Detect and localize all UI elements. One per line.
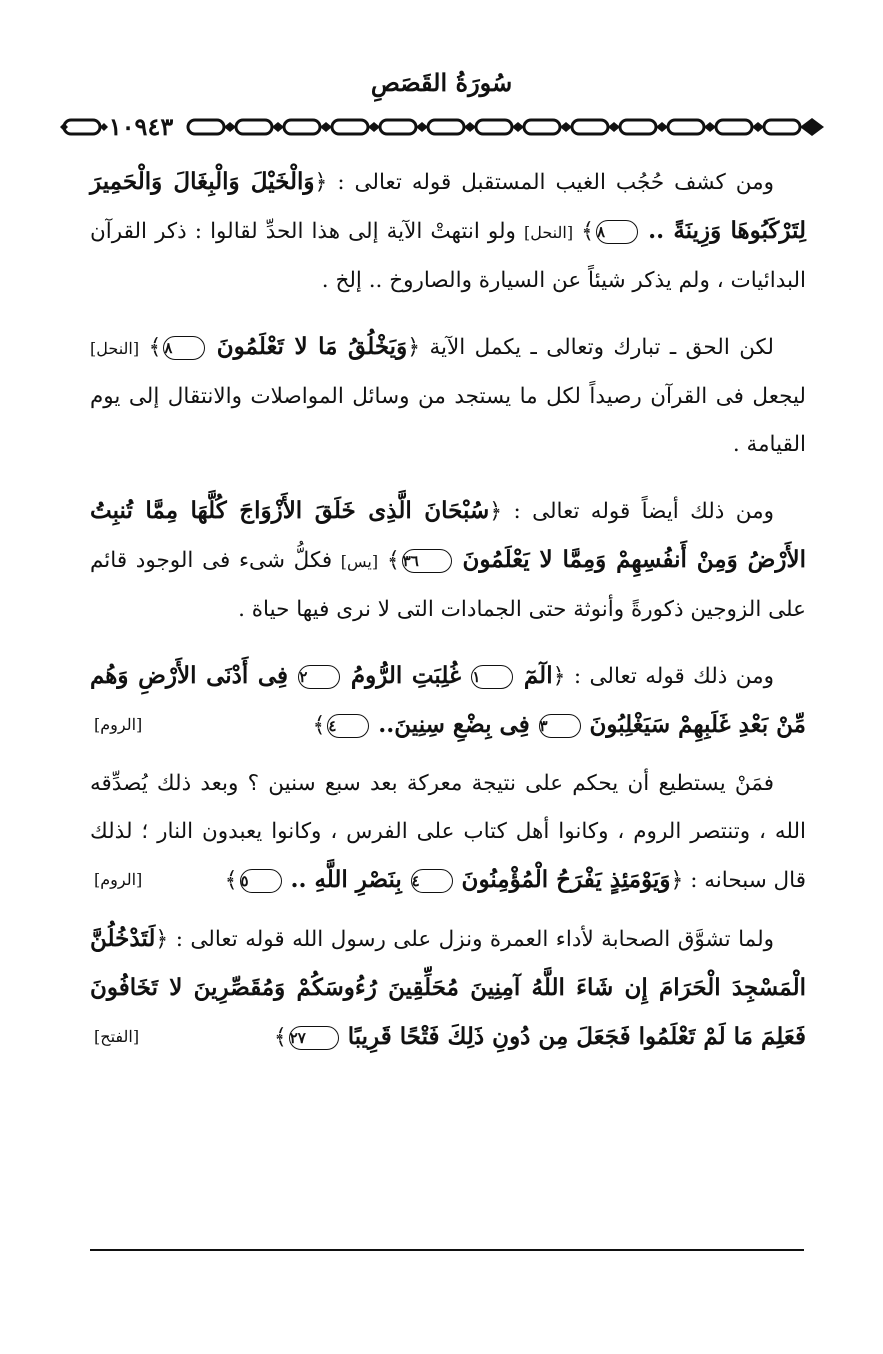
paragraph-5 <box>90 760 806 905</box>
verse-number: ٨ <box>163 336 205 360</box>
surah-reference: [الروم] <box>94 715 143 734</box>
paragraph-1 <box>90 158 806 305</box>
verse-number: ٣٦ <box>402 549 452 573</box>
body-text: ومن ذلك قوله تعالى : <box>565 664 774 689</box>
verse-number: ٨ <box>596 220 638 244</box>
close-bracket: ﴾ <box>312 713 326 738</box>
verse-number: ٥ <box>240 869 282 893</box>
page-body <box>90 158 806 1072</box>
open-bracket: ﴿ <box>670 868 684 893</box>
body-text: ليجعل فى القرآن رصيداً لكل ما يستجد من وسائل المواصلات والانتقال إلى يوم القيامة . <box>90 384 806 457</box>
surah-reference: [يس] <box>340 552 379 571</box>
open-bracket: ﴿ <box>314 170 328 195</box>
close-bracket: ﴾ <box>224 868 238 893</box>
bottom-divider <box>90 1249 804 1251</box>
page-number: ١٠٩٤٣ <box>108 112 174 141</box>
open-bracket: ﴿ <box>155 927 169 952</box>
open-bracket: ﴿ <box>489 499 503 524</box>
body-text: ومن كشف حُجُب الغيب المستقبل قوله تعالى : <box>327 170 774 195</box>
body-text: ومن ذلك أيضاً قوله تعالى : <box>502 499 774 524</box>
body-text: ولما تشوَّق الصحابة لأداء العمرة ونزل على رسول الله قوله تعالى : <box>168 927 774 952</box>
open-bracket: ﴿ <box>407 335 421 360</box>
paragraph-6 <box>90 915 806 1062</box>
paragraph-4 <box>90 652 806 750</box>
verse-number: ٢٧ <box>289 1026 339 1050</box>
verse-number: ٢ <box>298 665 340 689</box>
close-bracket: ﴾ <box>273 1025 287 1050</box>
surah-reference: [النحل] <box>90 339 140 358</box>
surah-reference: [الفتح] <box>94 1027 140 1046</box>
paragraph-3 <box>90 487 806 634</box>
quran-verse: فِى بِضْعِ سِنِينَ.. <box>378 711 530 738</box>
verse-number: ١ <box>471 665 513 689</box>
surah-reference: [الروم] <box>94 870 143 889</box>
close-bracket: ﴾ <box>386 548 400 573</box>
quran-verse: بِنَصْرِ اللَّهِ .. <box>290 866 402 893</box>
verse-number: ٤ <box>411 869 453 893</box>
quran-verse: وَيَخْلُقُ مَا لا تَعْلَمُونَ <box>216 333 408 360</box>
quran-verse: فِى أَدْنَى الأَرْضِ وَهُم مِّنْ بَعْدِ غَلَبِهِمْ سَيَغْلِبُونَ <box>90 662 806 738</box>
quran-verse: وَالْخَيْلَ وَالْبِغَالَ وَالْحَمِيرَ لِتَرْكَبُوهَا وَزِينَةً .. <box>90 168 806 244</box>
quran-verse: سُبْحَانَ الَّذِى خَلَقَ الأَزْوَاجَ كُلَّهَا مِمَّا تُنبِتُ الأَرْضُ وَمِنْ أَنفُسِهِمْ وَمِمَّا لا يَعْلَمُونَ <box>90 497 806 573</box>
verse-number: ٤ <box>327 714 369 738</box>
paragraph-2 <box>90 323 806 469</box>
verse-number: ٣ <box>539 714 581 738</box>
close-bracket: ﴾ <box>148 335 162 360</box>
close-bracket: ﴾ <box>581 219 594 244</box>
body-text: فكلُّ شىء فى الوجود قائم على الزوجين ذكورةً وأنوثة حتى الجمادات التى لا نرى فيها حياة . <box>90 548 806 622</box>
open-bracket: ﴿ <box>552 664 566 689</box>
surah-reference: [النحل] <box>523 223 574 242</box>
quran-verse: وَيَوْمَئِذٍ يَفْرَحُ الْمُؤْمِنُونَ <box>461 866 671 893</box>
surah-title: سُورَةُ القَصَصِ <box>370 68 513 97</box>
body-text: لكن الحق ـ تبارك وتعالى ـ يكمل الآية <box>420 335 774 360</box>
quran-verse: الٓمٓ <box>523 662 553 689</box>
quran-verse: غُلِبَتِ الرُّومُ <box>350 662 462 689</box>
body-text: فمَنْ يستطيع أن يحكم على نتيجة معركة بعد سبع سنين ؟ وبعد ذلك يُصدِّقه الله ، وتنتصر الروم ، وكانوا أهل كتاب على الفرس ، وكانوا يعبدون النار ؛ لذلك قال سبحانه : <box>90 771 806 893</box>
quran-verse: لَتَدْخُلُنَّ الْمَسْجِدَ الْحَرَامَ إِن شَاءَ اللَّهُ آمِنِينَ مُحَلِّقِينَ رُءُوسَكُمْ وَمُقَصِّرِينَ لا تَخَافُونَ فَعَلِمَ مَا لَمْ تَعْلَمُوا فَجَعَلَ مِن دُونِ ذَلِكَ فَتْحًا قَرِيبًا <box>90 925 806 1050</box>
body-text: ولو انتهتْ الآية إلى هذا الحدِّ لقالوا : ذكر القرآن البدائيات ، ولم يذكر شيئاً عن السيارة والصاروخ .. إلخ . <box>90 219 806 293</box>
